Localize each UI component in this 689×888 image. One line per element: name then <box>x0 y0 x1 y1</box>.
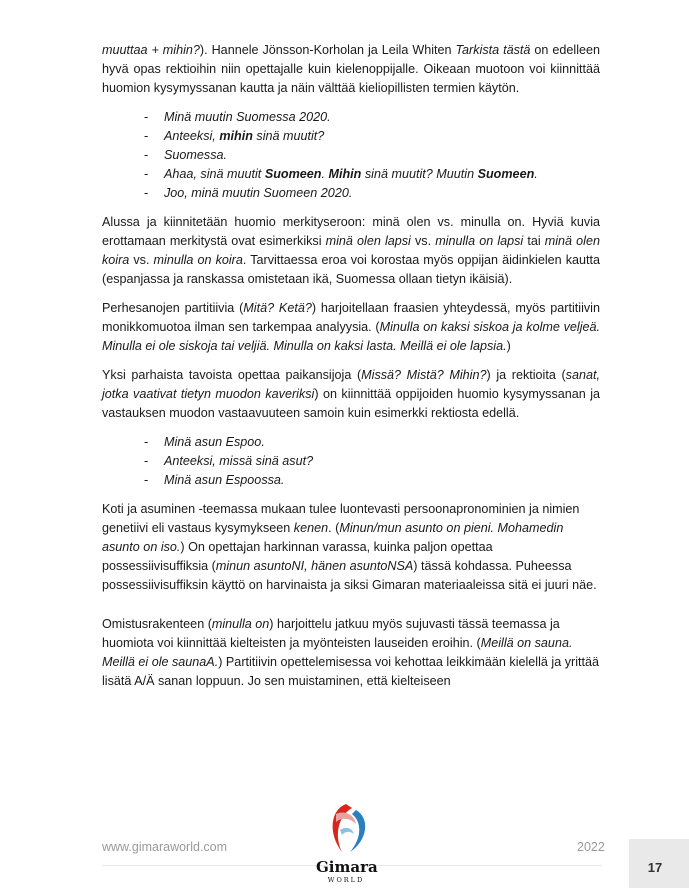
dialogue-line: - Anteeksi, mihin sinä muutit? <box>102 127 600 146</box>
dialogue-line: - Minä muutin Suomessa 2020. <box>102 108 600 127</box>
paragraph-genetiivi: Koti ja asuminen -teemassa mukaan tulee luontevasti persoonapronominien ja nimien genetiivi eli vastaus kysymykseen kenen. (Minun/mun asunto on pieni. Mohamedin asunto on iso.) On opettajan harkinnan varassa, kuinka paljon opettaa possessiivisuffiksia (minun asuntoNI, hänen asuntoNSA) tässä kohdassa. Puheessa possessiivisuffiksin käyttö on harvinaista ja siksi Gimaran materiaaleissa sitä ei juuri näe. <box>102 502 597 592</box>
paragraph-merkitysero: Alussa ja kiinnitetään huomio merkityseroon: minä olen vs. minulla on. Hyviä kuvia erottamaan merkitystä ovat esimerkiksi minä olen lapsi vs. minulla on lapsi tai minä olen koira vs. minulla on koira. Tarvittaessa eroa voi korostaa myös oppijan äidinkielen kautta (espanjassa ja ranskassa omistetaan ikä, Suomessa ollaan tietyn ikäisiä). <box>102 215 601 286</box>
dialogue-line: - Anteeksi, missä sinä asut? <box>102 452 600 471</box>
list-dash-marker: - <box>144 473 149 487</box>
footer-year: 2022 <box>577 840 605 854</box>
list-dash-marker: - <box>144 129 149 143</box>
paragraph-perhesanat-partitiivi: Perhesanojen partitiivia (Mitä? Ketä?) harjoitellaan fraasien yhteydessä, myös partitiivin monikkomuotoa ilman sen tarkempaa analyysia. (Minulla on kaksi siskoa ja kolme veljeä. Minulla ei ole siskoja tai veljiä. Minulla on kaksi lasta. Meillä ei ole lapsia.) <box>102 301 600 353</box>
list-dash-marker: - <box>144 435 149 449</box>
dialogue-line: - Joo, minä muutin Suomeen 2020. <box>102 184 600 203</box>
dialogue-list-asua <box>102 433 600 490</box>
list-dash-marker: - <box>144 167 149 181</box>
dialogue-line: - Suomessa. <box>102 146 600 165</box>
dialogue-list-muuttaa <box>102 108 600 203</box>
logo-subtitle: WORLD <box>327 876 365 884</box>
list-dash-marker: - <box>144 110 149 124</box>
list-dash-marker: - <box>144 454 149 468</box>
page-number-box <box>629 839 689 888</box>
logo-wordmark: Gimara <box>316 858 378 876</box>
paragraph-gap <box>102 605 600 615</box>
paragraph-paikansijat: Yksi parhaista tavoista opettaa paikansijoja (Missä? Mistä? Mihin?) ja rektioita (sanat, jotka vaativat tietyn muodon kaveriksi) on kiinnittää oppijoiden huomio kysymyssanan ja vastauksen muodon vastaavuuteen samoin kuin esimerkki rektiosta edellä. <box>102 368 600 420</box>
document-body <box>102 41 600 701</box>
dialogue-line: - Ahaa, sinä muutit Suomeen. Mihin sinä muutit? Muutin Suomeen. <box>102 165 600 184</box>
gimara-swirl-icon <box>316 800 376 860</box>
gimara-logo <box>316 800 376 886</box>
paragraph-rektio-intro: muuttaa + mihin?). Hannele Jönsson-Korholan ja Leila Whiten Tarkista tästä on edelleen hyvä opas rektioihin niin opettajalle kuin kielenoppijalle. Oikeaan muotoon voi kiinnittää huomion kysymyssanan kautta ja näin välttää kieliopillisten termien käytön. <box>102 43 600 95</box>
dialogue-line: - Minä asun Espoo. <box>102 433 600 452</box>
footer-website-url: www.gimaraworld.com <box>102 840 228 854</box>
page-number: 17 <box>647 860 663 875</box>
list-dash-marker: - <box>144 186 149 200</box>
paragraph-omistusrakenne: Omistusrakenteen (minulla on) harjoittelu jatkuu myös sujuvasti tässä teemassa ja huomiota voi kiinnittää kielteisten ja myönteisten lauseiden eroihin. (Meillä on sauna. Meillä ei ole saunaA.) Partitiivin opettelemisessa voi kehottaa leikkimään kielellä ja yrittää lisätä A/Ä sanan loppuun. Jo sen muistaminen, että kielteiseen <box>102 617 600 688</box>
dialogue-line: - Minä asun Espoossa. <box>102 471 600 490</box>
list-dash-marker: - <box>144 148 149 162</box>
